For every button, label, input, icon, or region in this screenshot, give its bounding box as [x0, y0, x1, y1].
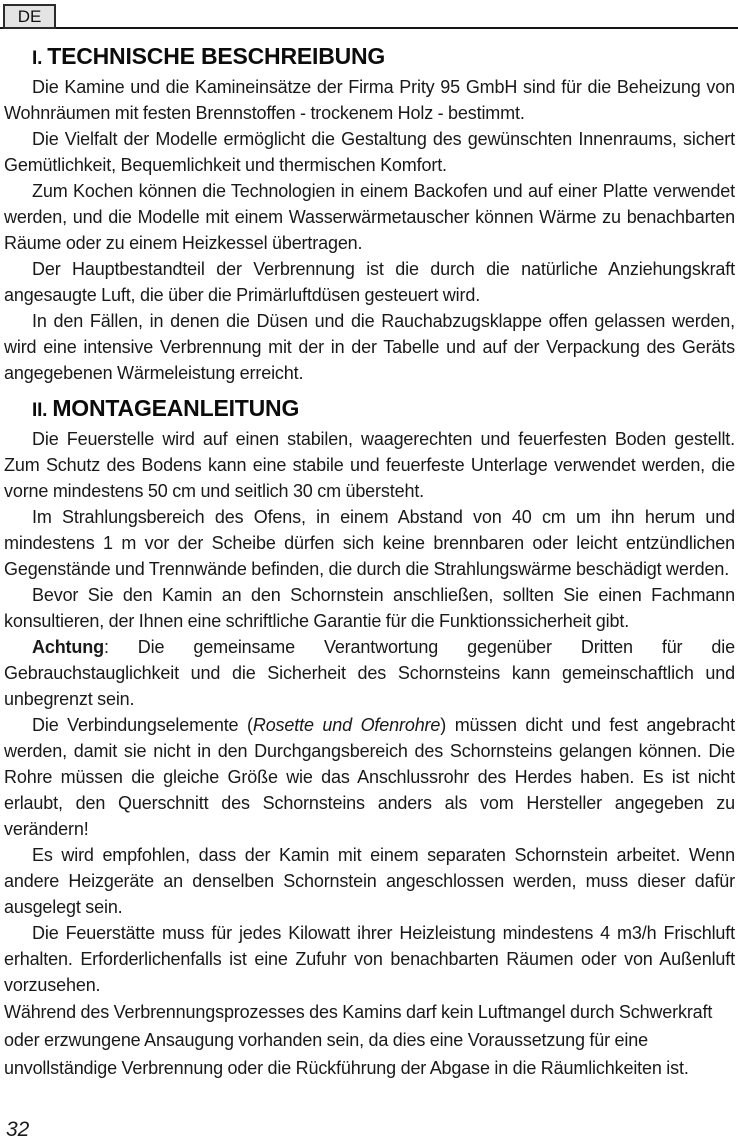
text-run: Zum Kochen können die Technologien in einem Backofen und auf einer Platte verwendet werden, und die Modelle mit einem Wasserwärmetauscher können Wärme zu benachbarten Räume oder zu einem Heizkessel übertragen.: [4, 181, 735, 253]
text-run: Im Strahlungsbereich des Ofens, in einem Abstand von 40 cm um ihn herum und mindestens 1 m vor der Scheibe dürfen sich keine brennbaren oder leicht entzündlichen Gegenstände und Trennwände befinden, die durch die Strahlungswärme beschädigt werden.: [4, 507, 735, 579]
section-number: I.: [32, 48, 48, 69]
paragraph: [4, 998, 735, 1082]
paragraph: [4, 126, 735, 178]
text-run: Während des Verbrennungsprozesses des Kamins darf kein Luftmangel durch Schwerkraft oder erzwungene Ansaugung vorhanden sein, da dies eine Voraussetzung für eine unvollständige Verbrennung oder die Rückführung der Abgase in die Räumlichkeiten ist.: [4, 1002, 713, 1078]
text-run: Die Verbindungselemente (: [32, 715, 253, 735]
section-heading-2: [4, 395, 735, 422]
header-rule: [0, 27, 738, 29]
document-content: [4, 34, 735, 1082]
paragraph: [4, 308, 735, 386]
text-run: ) müssen dicht und fest angebracht werden, damit sie nicht in den Durchgangsbereich des Schornsteins gelangen können. Die Rohre müssen die gleiche Größe wie das Anschlussrohr des Herdes haben. Es ist nicht erlaubt, den Querschnitt des Schornsteins anders als vom Hersteller angegeben zu verändern!: [4, 715, 735, 839]
section-title: TECHNISCHE BESCHREIBUNG: [47, 43, 386, 69]
language-tab-de: DE: [3, 4, 56, 29]
section-title: MONTAGEANLEITUNG: [52, 395, 300, 421]
text-run: In den Fällen, in denen die Düsen und die Rauchabzugsklappe offen gelassen werden, wird eine intensive Verbrennung mit der in der Tabelle und auf der Verpackung des Geräts angegebenen Wärmeleistung erreicht.: [4, 311, 735, 383]
paragraph: [4, 178, 735, 256]
italic-text-run: Rosette und Ofenrohre: [252, 715, 441, 735]
text-run: Die Feuerstätte muss für jedes Kilowatt ihrer Heizleistung mindestens 4 m3/h Frischluft erhalten. Erforderlichenfalls ist eine Zufuhr von benachbarten Räumen oder von Außenluft vorzusehen.: [4, 923, 735, 995]
page-number: 32: [6, 1118, 30, 1141]
text-run: Bevor Sie den Kamin an den Schornstein anschließen, sollten Sie einen Fachmann konsultieren, der Ihnen eine schriftliche Garantie für die Funktionssicherheit gibt.: [4, 585, 735, 631]
paragraph: [4, 426, 735, 504]
paragraph: [4, 582, 735, 634]
text-run: : Die gemeinsame Verantwortung gegenüber Dritten für die Gebrauchstauglichkeit und die Sicherheit des Schornsteins kann gemeinschaftlich und unbegrenzt sein.: [4, 637, 735, 709]
section-heading-1: [4, 43, 735, 70]
paragraph: [4, 504, 735, 582]
section-number: II.: [32, 400, 53, 421]
paragraph: [4, 920, 735, 998]
text-run: Es wird empfohlen, dass der Kamin mit einem separaten Schornstein arbeitet. Wenn andere Heizgeräte an denselben Schornstein angeschlossen werden, muss dieser dafür ausgelegt sein.: [4, 845, 735, 917]
text-run: Die Kamine und die Kamineinsätze der Firma Prity 95 GmbH sind für die Beheizung von Wohnräumen mit festen Brennstoffen - trockenem Holz - bestimmt.: [4, 77, 735, 123]
paragraph: [4, 256, 735, 308]
text-run: Der Hauptbestandteil der Verbrennung ist die durch die natürliche Anziehungskraft angesaugte Luft, die über die Primärluftdüsen gesteuert wird.: [4, 259, 735, 305]
bold-text-run: Achtung: [32, 637, 104, 657]
text-run: Die Feuerstelle wird auf einen stabilen, waagerechten und feuerfesten Boden gestellt. Zum Schutz des Bodens kann eine stabile und feuerfeste Unterlage verwendet werden, die vorne mindestens 50 cm und seitlich 30 cm übersteht.: [4, 429, 735, 501]
paragraph: [4, 842, 735, 920]
paragraph: [4, 712, 735, 842]
paragraph: [4, 634, 735, 712]
text-run: Die Vielfalt der Modelle ermöglicht die Gestaltung des gewünschten Innenraums, sichert Gemütlichkeit, Bequemlichkeit und thermischen Komfort.: [4, 129, 735, 175]
paragraph: [4, 74, 735, 126]
